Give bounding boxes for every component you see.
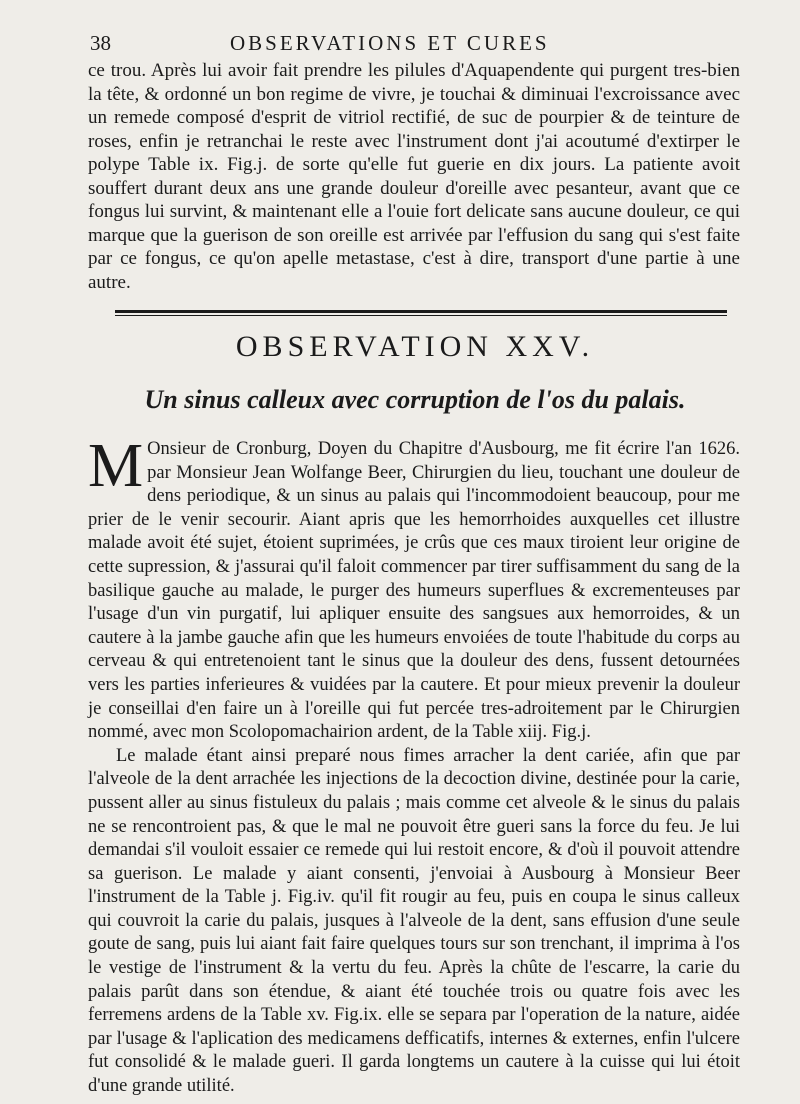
running-head — [90, 31, 730, 61]
section-rule-thin — [115, 315, 727, 316]
drop-cap: M — [88, 432, 144, 500]
continued-paragraph-text: ce trou. Après lui avoir fait prendre les pilules d'Aquapendente qui purgent tres-bien la tête, & ordonné un bon regime de vivre, je touchai & diminuai l'excroissance avec un remede composé d'esprit de vitriol rectifié, de suc de pourpier & de teinture de roses, enfin je retranchai le reste avec l'instrument dont j'ai acoutumé d'extirper le polype Table ix. Fig.j. de sorte qu'elle fut guerie en dix jours. La patiente avoit souffert durant deux ans une grande douleur d'oreille avec pesanteur, avant que ce fongus lui survint, & maintenant elle a l'ouie fort delicate sans aucune douleur, ce qui marque que la guerison de son oreille est arrivée par l'effusion du sang qui s'est faite par ce fongus, ce qu'on apelle metastase, c'est à dire, transport d'une partie à une autre. — [88, 60, 740, 293]
observation-heading: OBSERVATION XXV. — [235, 330, 595, 363]
observation-body — [88, 432, 740, 1099]
observation-paragraph-1-text: Onsieur de Cronburg, Doyen du Chapitre d'Ausbourg, me fit écrire l'an 1626. par Monsieur Jean Wolfange Beer, Chirurgien du lieu, touchant une douleur de dens periodique, & un sinus au palais qui l'incommodoient beaucoup, pour me prier de le venir secourir. Aiant apris que les hemorrhoides auxquelles cet illustre malade avoit été sujet, étoient suprimées, je crûs que ces maux tiroient leur origine de cette supression, & j'assurai qu'il faloit commencer par tirer suffisamment du sang de la basilique gauche au malade, le purger des humeurs superflues & excrementeuses par l'usage d'un vin purgatif, lui apliquer ensuite des sangsues aux hemorroides, & un cautere à la jambe gauche afin que les humeurs envoiées de toute l'habitude du corps au cerveau & qui entretenoient tant le sinus que la douleur des dens, fussent detournées vers les parties inferieures & vuidées par la cautere. Et pour mieux prevenir la douleur je conseillai d'en faire un à l'oreille qui fut percée tres-adroitement par le Chirurgien nommé, avec mon Scolopomachairion ardent, de la Table xiij. Fig.j. — [88, 439, 740, 743]
observation-subtitle: Un sinus calleux avec corruption de l'os du palais. — [144, 385, 686, 414]
running-title: OBSERVATIONS ET CURES — [230, 31, 550, 55]
page-number: 38 — [90, 31, 111, 55]
observation-paragraph-2: Le malade étant ainsi preparé nous fimes arracher la dent cariée, afin que par l'alveole de la dent arrachée les injections de la decoction divine, destinée pour la carie, pussent aller au sinus fistuleux du palais ; mais comme cet alveole & le sinus du palais ne se rencontroient pas, & que le mal ne pouvoit être gueri sans la force du feu. Je lui demandai s'il vouloit essaier ce remede qui lui restoit encore, & d'où il pouvoit attendre sa guerison. Le malade y aiant consenti, j'envoiai à Ausbourg à Monsieur Beer l'instrument de la Table j. Fig.iv. qu'il fit rougir au feu, puis en coupa le sinus calleux qui couvroit la carie du palais, jusques à l'alveole de la dent, sans effusion d'une seule goute de sang, puis lui aiant fait faire quelques tours sur son trenchant, il imprima à l'os le vestige de l'instrument & la vertu du feu. Après la chûte de l'escarre, la carie du palais parût dans son étendue, & aiant été touchée trois ou quatre fois avec les ferremens ardens de la Table xv. Fig.ix. elle se separa par l'operation de la nature, aidée par l'usage & l'aplication des medicamens defficatifs, internes & externes, enfin l'ulcere fut consolidé & le malade gueri. Il garda longtems un cautere à la cuisse qui lui étoit d'une grande utilité. — [88, 745, 740, 1097]
continued-paragraph — [88, 59, 740, 294]
observation-paragraph-1 — [88, 432, 740, 745]
section-rule-thick — [115, 310, 727, 313]
